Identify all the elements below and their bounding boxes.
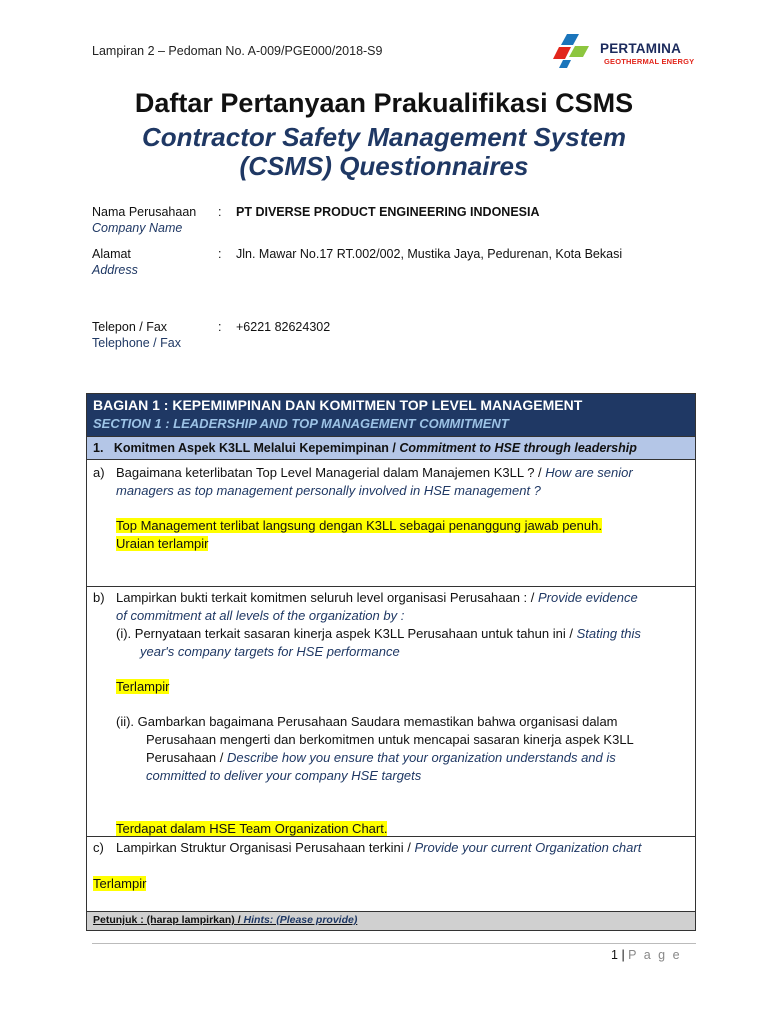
question-b-i-text-en-1: Stating this <box>576 626 641 641</box>
question-b-i-answer-text: Terlampir <box>116 679 170 694</box>
company-name-colon: : <box>218 205 222 219</box>
logo-subtitle: GEOTHERMAL ENERGY <box>604 57 695 66</box>
page-subtitle-line1: Contractor Safety Management System <box>141 122 627 152</box>
section-title: BAGIAN 1 : KEPEMIMPINAN DAN KOMITMEN TOP LEVEL MANAGEMENT <box>93 397 583 413</box>
question-b-ii-text-en-2: committed to deliver your company HSE targets <box>146 768 422 783</box>
question-a-answer-1-text: Top Management terlibat langsung dengan K3LL sebagai penanggung jawab penuh. <box>116 518 602 533</box>
question-b-ii-text-1: (ii). Gambarkan bagaimana Perusahaan Saudara memastikan bahwa organisasi dalam <box>116 714 618 729</box>
question-c-text-id: Lampirkan Struktur Organisasi Perusahaan terkini / <box>116 840 411 855</box>
question-b-text-id: Lampirkan bukti terkait komitmen seluruh level organisasi Perusahaan : / <box>116 590 535 605</box>
page-number: 1 <box>611 948 618 962</box>
question-c-letter: c) <box>93 840 104 855</box>
subsection-title-id: Komitmen Aspek K3LL Melalui Kepemimpinan / <box>113 441 396 455</box>
question-c-text <box>116 839 641 857</box>
hint-label-en: Hints: (Please provide) <box>243 914 358 926</box>
question-c-answer-text: Terlampir <box>93 876 147 891</box>
question-b-ii-text-2: Perusahaan mengerti dan berkomitmen untuk mencapai sasaran kinerja aspek K3LL <box>146 732 634 747</box>
address-value: Jln. Mawar No.17 RT.002/002, Mustika Jaya, Pedurenan, Kota Bekasi <box>236 247 623 261</box>
page-label: P a g e <box>628 948 682 962</box>
question-a-answer-2-text: Uraian terlampir <box>116 536 209 551</box>
hint-label: Petunjuk : (harap lampirkan) / <box>93 914 241 926</box>
company-name-value: PT DIVERSE PRODUCT ENGINEERING INDONESIA <box>236 205 540 219</box>
question-b-i-text <box>116 625 641 643</box>
phone-colon: : <box>218 320 222 334</box>
question-b-ii-text-3 <box>146 749 616 767</box>
question-a-text-en-1: How are senior <box>545 465 633 480</box>
question-b-ii-text-en-1: Describe how you ensure that your organization understands and is <box>226 750 616 765</box>
subsection-title-en: Commitment to HSE through leadership <box>399 441 637 455</box>
hint-text <box>93 914 357 926</box>
question-c-answer <box>93 875 146 893</box>
row-divider <box>87 836 695 837</box>
subsection-number: 1. <box>93 441 104 455</box>
question-a-answer-1 <box>116 517 602 535</box>
page-subtitle-line2: (CSMS) Questionnaires <box>239 151 529 181</box>
address-label-en: Address <box>92 263 138 277</box>
question-b-i-text-id: (i). Pernyataan terkait sasaran kinerja aspek K3LL Perusahaan untuk tahun ini / <box>116 626 573 641</box>
row-divider <box>87 586 695 587</box>
subsection-title <box>93 441 637 455</box>
address-label: Alamat <box>92 247 131 261</box>
page-footer <box>611 948 682 962</box>
question-b-text-en-2: of commitment at all levels of the organization by : <box>116 608 405 623</box>
question-a-letter: a) <box>93 465 105 480</box>
phone-label-en: Telephone / Fax <box>92 336 181 350</box>
question-c-text-en: Provide your current Organization chart <box>414 840 642 855</box>
document-reference: Lampiran 2 – Pedoman No. A-009/PGE000/2018-S9 <box>92 44 383 58</box>
page-subtitle <box>0 123 768 181</box>
question-b-letter: b) <box>93 590 105 605</box>
question-a-answer-2 <box>116 535 208 553</box>
pertamina-logo-mark-icon <box>553 32 593 70</box>
question-b-ii-text-3-id: Perusahaan / <box>146 750 224 765</box>
question-b-i-answer <box>116 678 169 696</box>
question-b-text-en-1: Provide evidence <box>538 590 638 605</box>
address-colon: : <box>218 247 222 261</box>
company-name-label: Nama Perusahaan <box>92 205 197 219</box>
logo-name: PERTAMINA <box>600 41 682 56</box>
question-a-text-id: Bagaimana keterlibatan Top Level Managerial dalam Manajemen K3LL ? / <box>116 465 542 480</box>
phone-value: +6221 82624302 <box>236 320 331 334</box>
page-title: Daftar Pertanyaan Prakualifikasi CSMS <box>134 88 634 118</box>
pertamina-logo <box>553 32 703 72</box>
page-separator: | <box>621 948 625 962</box>
question-b-i-text-en-2: year's company targets for HSE performance <box>140 644 400 659</box>
phone-label: Telepon / Fax <box>92 320 168 334</box>
question-a-text-en-2: managers as top management personally involved in HSE management ? <box>116 483 541 498</box>
question-b-ii-answer-text: Terdapat dalam HSE Team Organization Chart. <box>116 821 388 836</box>
question-a-text <box>116 464 690 482</box>
section-title-en: SECTION 1 : LEADERSHIP AND TOP MANAGEMENT COMMITMENT <box>93 416 509 431</box>
company-name-label-en: Company Name <box>92 221 183 235</box>
footer-divider <box>92 943 696 944</box>
question-b-text <box>116 589 638 607</box>
